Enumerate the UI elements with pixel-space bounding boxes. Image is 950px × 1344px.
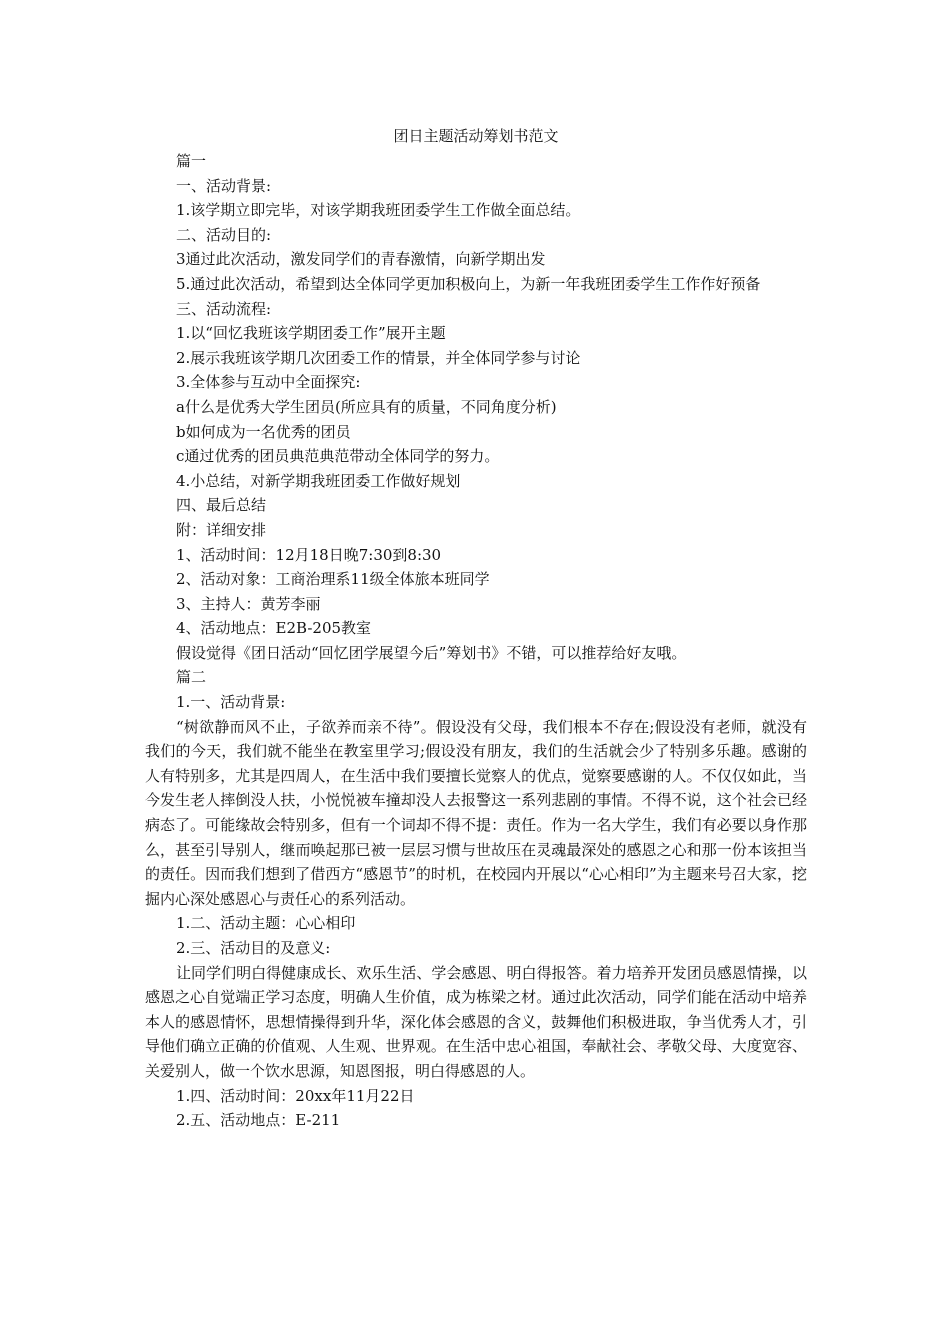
part2-background-paragraph: “树欲静而风不止，子欲养而亲不待”。假设没有父母，我们根本不存在;假设没有老师，就没有我们的今天，我们就不能坐在教室里学习;假设没有朋友，我们的生活就会少了特别多乐趣。感谢的人有特别多，尤其是四周人，在生活中我们要擅长觉察人的优点，觉察要感谢的人。不仅仅如此，当今发生老人摔倒没人扶，小悦悦被车撞却没人去报警这一系列悲剧的事情。不得不说，这个社会已经病态了。可能缘故会特别多，但有一个词却不得不提：责任。作为一名大学生，我们有必要以身作那么，甚至引导别人，继而唤起那已被一层层习惯与世故压在灵魂最深处的感恩之心和那一份本该担当的责任。因而我们想到了借西方“感恩节”的时机，在校园内开展以“心心相印”为主题来号召大家，挖掘内心深处感恩心与责任心的系列活动。 xyxy=(145,717,807,908)
part1-line: c通过优秀的团员典范典范带动全体同学的努力。 xyxy=(176,447,500,466)
part1-line: 一、活动背景: xyxy=(176,176,272,195)
part1-line: 假设觉得《团日活动“回忆团学展望今后”筹划书》不错，可以推荐给好友哦。 xyxy=(176,643,687,662)
part2-purpose-paragraph: 让同学们明白得健康成长、欢乐生活、学会感恩、明白得报答。着力培养开发团员感恩情操，以感恩之心自觉端正学习态度，明确人生价值，成为栋梁之材。通过此次活动，同学们能在活动中培养本人的感恩情怀，思想情操得到升华，深化体会感恩的含义，鼓舞他们积极进取，争当优秀人才，引导他们确立正确的价值观、人生观、世界观。在生活中忠心祖国，奉献社会、孝敬父母、大度宽容、关爱别人，做一个饮水思源，知恩图报，明白得感恩的人。 xyxy=(145,963,807,1080)
part1-line: 四、最后总结 xyxy=(176,496,267,515)
part1-line: 4.小总结，对新学期我班团委工作做好规划 xyxy=(176,471,461,490)
part2-purpose-heading: 2.三、活动目的及意义: xyxy=(176,939,331,957)
part1-line: 2、活动对象：工商治理系11级全体旅本班同学 xyxy=(176,570,490,589)
part1-heading: 篇一 xyxy=(176,152,207,170)
part2-time: 1.四、活动时间：20xx年11月22日 xyxy=(176,1086,415,1105)
part2-theme: 1.二、活动主题：心心相印 xyxy=(176,914,356,933)
part1-line: 4、活动地点：E2B-205教室 xyxy=(176,619,372,638)
part1-line: 3、主持人：黄芳李丽 xyxy=(176,594,321,613)
part1-line: b如何成为一名优秀的团员 xyxy=(176,422,351,441)
document-title: 团日主题活动筹划书范文 xyxy=(393,127,559,145)
part1-line: 三、活动流程: xyxy=(176,299,272,318)
part1-line: 1.该学期立即完毕，对该学期我班团委学生工作做全面总结。 xyxy=(176,201,581,220)
part2-background-heading: 1.一、活动背景: xyxy=(176,693,286,712)
part1-line: 3.全体参与互动中全面探究: xyxy=(176,373,361,392)
document-page xyxy=(145,124,807,1133)
part2-place: 2.五、活动地点：E-211 xyxy=(176,1111,341,1130)
part1-line: 1.以“回忆我班该学期团委工作”展开主题 xyxy=(176,324,446,343)
part1-goal-paragraph: 5.通过此次活动，希望到达全体同学更加积极向上，为新一年我班团委学生工作作好预备 xyxy=(176,274,761,293)
part1-line: 附：详细安排 xyxy=(176,520,267,539)
part1-line: 二、活动目的: xyxy=(176,225,272,244)
part1-line: 1、活动时间：12月18日晚7:30到8:30 xyxy=(176,545,442,564)
part1-line: 2.展示我班该学期几次团委工作的情景，并全体同学参与讨论 xyxy=(176,348,581,367)
part2-heading: 篇二 xyxy=(176,668,207,687)
part1-line: 3通过此次活动，激发同学们的青春激情，向新学期出发 xyxy=(176,250,546,269)
part1-line: a什么是优秀大学生团员(所应具有的质量，不同角度分析) xyxy=(176,397,557,416)
